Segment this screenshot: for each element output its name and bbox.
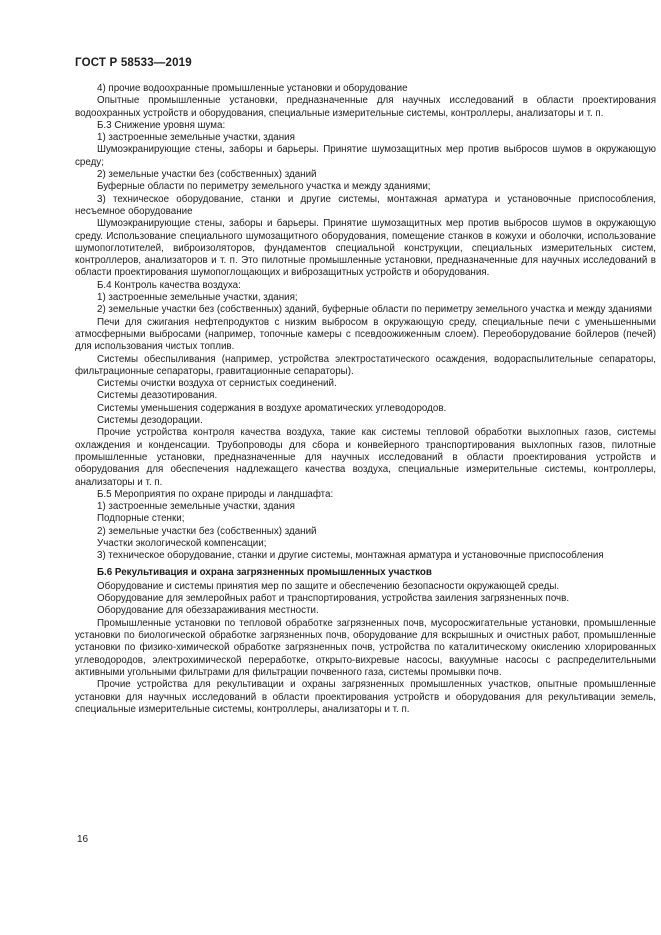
paragraph: 2) земельные участки без (собственных) зданий [97, 169, 317, 181]
section-heading: Б.6 Рекультивация и охрана загрязненных промышленных участков [97, 566, 432, 578]
paragraph: 3) техническое оборудование, станки и другие системы, монтажная арматура и установочные приспособления [97, 550, 604, 562]
paragraph: Прочие устройства для рекультивации и охраны загрязненных промышленных участков, опытные промышленные установки для научных исследований в области проектирования устройств и оборудования для рекультивации земель, специальные измерительные системы, контроллеры, анализаторы и т. п. [75, 679, 656, 715]
paragraph: 2) земельные участки без (собственных) зданий [97, 525, 317, 537]
paragraph: Б.5 Мероприятия по охране природы и ландшафта: [97, 488, 334, 500]
paragraph: Системы очистки воздуха от сернистых соединений. [97, 378, 337, 390]
page-number: 16 [77, 834, 89, 845]
paragraph: Оборудование для обеззараживания местности. [97, 605, 319, 617]
paragraph: Оборудование для землеройных работ и транспортирования, устройства заиления загрязненных почв. [97, 593, 570, 605]
paragraph: Системы обеспыливания (например, устройства электростатического осаждения, водораспылительные сепараторы, фильтрационные сепараторы, гравитационные сепараторы). [75, 353, 656, 377]
paragraph: Б.3 Снижение уровня шума: [97, 119, 226, 131]
paragraph: 1) застроенные земельные участки, здания [97, 501, 295, 513]
paragraph: 3) техническое оборудование, станки и другие системы, монтажная арматура и установочные приспособления, несъемное оборудование [75, 193, 656, 217]
paragraph: Прочие устройства контроля качества воздуха, такие как системы тепловой обработки выхлопных газов, системы охлаждения и конденсации. Трубопроводы для сбора и конвейерного транспортирования выхлопных газов, пилотные промышленные установки, предназначенные для научных исследований в области проектирования устройств и оборудования для обеспечения надлежащего качества воздуха, специальные измерительные системы, контроллеры, анализаторы и т. п. [75, 427, 656, 488]
paragraph: Опытные промышленные установки, предназначенные для научных исследований в области проектирования водоохранных устройств и оборудования, специальные измерительные системы, контроллеры, анализаторы и т. п. [75, 95, 656, 119]
paragraph: Шумоэкранирующие стены, заборы и барьеры. Принятие шумозащитных мер против выбросов шумов в окружающую среду. Использование специального шумозащитного оборудования, помещение станков в кожухи и оболочки, использование шумопоглотителей, виброизоляторов, фундаментов специальной конструкции, специальных измерительных систем, контроллеров, анализаторов и т. п. Это пилотные промышленные установки, предназначенные для научных исследований в области проектирования шумопоглощающих и виброзащитных устройств и оборудования. [75, 218, 656, 279]
document-body [75, 83, 656, 716]
paragraph: Системы деазотирования. [97, 390, 218, 402]
paragraph: Оборудование и системы принятия мер по защите и обеспечению безопасности окружающей среды. [97, 580, 560, 592]
document-header-standard-number: ГОСТ Р 58533—2019 [75, 57, 192, 69]
paragraph: Системы уменьшения содержания в воздухе ароматических углеводородов. [97, 402, 447, 414]
paragraph: Б.4 Контроль качества воздуха: [97, 279, 241, 291]
paragraph: Шумоэкранирующие стены, заборы и барьеры. Принятие шумозащитных мер против выбросов шумов в окружающую среду; [75, 144, 656, 168]
paragraph: Промышленные установки по тепловой обработке загрязненных почв, мусоросжигательные установки, промышленные установки по биологической обработке загрязненных почв, оборудование для вскрышных и очистных работ, промышленные установки по физико-химической обработке загрязненных почв, устройства по каталитическому окислению хлорированных углеводородов, электрохимической переработке, открыто-вихревые насосы, вакуумные насосы с распределительными активными угольными фильтрами для фильтрации почвенного газа, системы промывки почв. [75, 617, 656, 678]
paragraph: Участки экологической компенсации; [97, 537, 267, 549]
paragraph: Подпорные стенки; [97, 513, 185, 525]
paragraph: Буферные области по периметру земельного участка и между зданиями; [97, 181, 431, 193]
paragraph: 1) застроенные земельные участки, здания [97, 132, 295, 144]
paragraph: 1) застроенные земельные участки, здания; [97, 292, 298, 304]
paragraph: 2) земельные участки без (собственных) зданий, буферные области по периметру земельного участка и между зданиями [97, 304, 652, 316]
paragraph: Печи для сжигания нефтепродуктов с низким выбросом в окружающую среду, специальные печи с уменьшенными атмосферными выбросами (например, топочные камеры с псевдоожиженным слоем). Переоборудование бойлеров (печей) для использования чистых топлив. [75, 316, 656, 353]
paragraph: Системы дезодорации. [97, 415, 203, 427]
paragraph: 4) прочие водоохранные промышленные установки и оборудование [97, 83, 408, 94]
